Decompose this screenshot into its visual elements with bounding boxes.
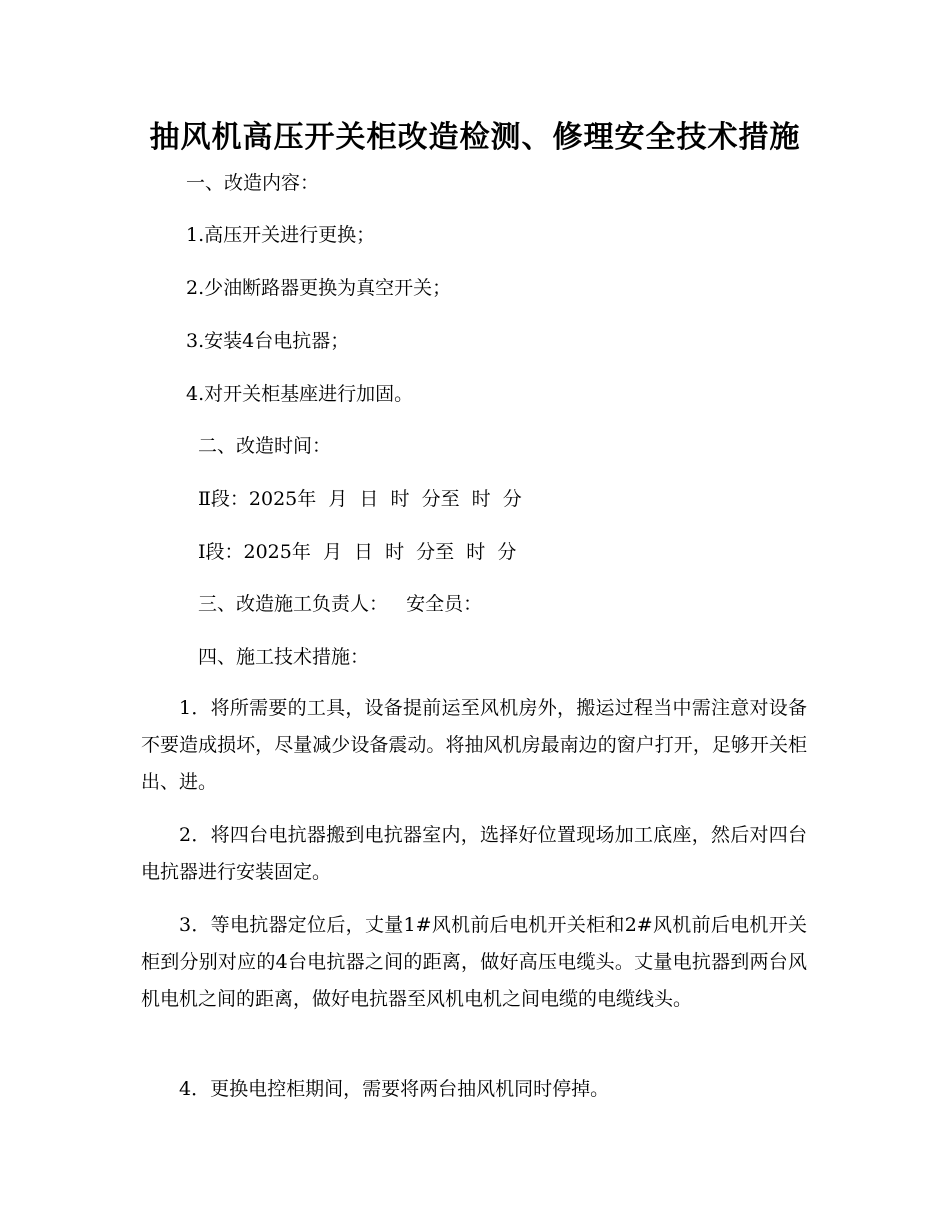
measure-paragraph: 4．更换电控柜期间，需要将两台抽风机同时停掉。 bbox=[179, 1078, 610, 1100]
section-heading-content: 一、改造内容： bbox=[186, 172, 320, 194]
measure-paragraph: 3．等电抗器定位后，丈量1#风机前后电机开关柜和2#风机前后电机开关柜到分别对应的4台电抗器之间的距离，做好高压电缆头。丈量电抗器到两台风机电机之间的距离，做好电抗器至风机电机之间电缆的电缆线头。 bbox=[141, 914, 807, 1010]
content-item: 3.安装4台电抗器； bbox=[186, 330, 350, 352]
time-item: Ⅱ段：2025年 月 日 时 分至 时 分 bbox=[198, 488, 522, 510]
content-item: 2.少油断路器更换为真空开关； bbox=[186, 277, 452, 299]
section-heading-measures: 四、施工技术措施： bbox=[198, 646, 370, 668]
measure-paragraph: 2．将四台电抗器搬到电抗器室内，选择好位置现场加工底座，然后对四台电抗器进行安装固定。 bbox=[141, 824, 807, 883]
measure-paragraph: 1．将所需要的工具，设备提前运至风机房外，搬运过程当中需注意对设备不要造成损坏，尽量减少设备震动。将抽风机房最南边的窗户打开，足够开关柜出、进。 bbox=[141, 697, 807, 793]
content-item: 4.对开关柜基座进行加固。 bbox=[186, 383, 414, 405]
document-title: 抽风机高压开关柜改造检测、修理安全技术措施 bbox=[149, 120, 801, 155]
content-item: 1.高压开关进行更换； bbox=[186, 224, 376, 246]
time-item: Ⅰ段：2025年 月 日 时 分至 时 分 bbox=[198, 541, 517, 563]
section-heading-responsible: 三、改造施工负责人： 安全员： bbox=[198, 593, 483, 615]
section-heading-time: 二、改造时间： bbox=[198, 435, 332, 457]
